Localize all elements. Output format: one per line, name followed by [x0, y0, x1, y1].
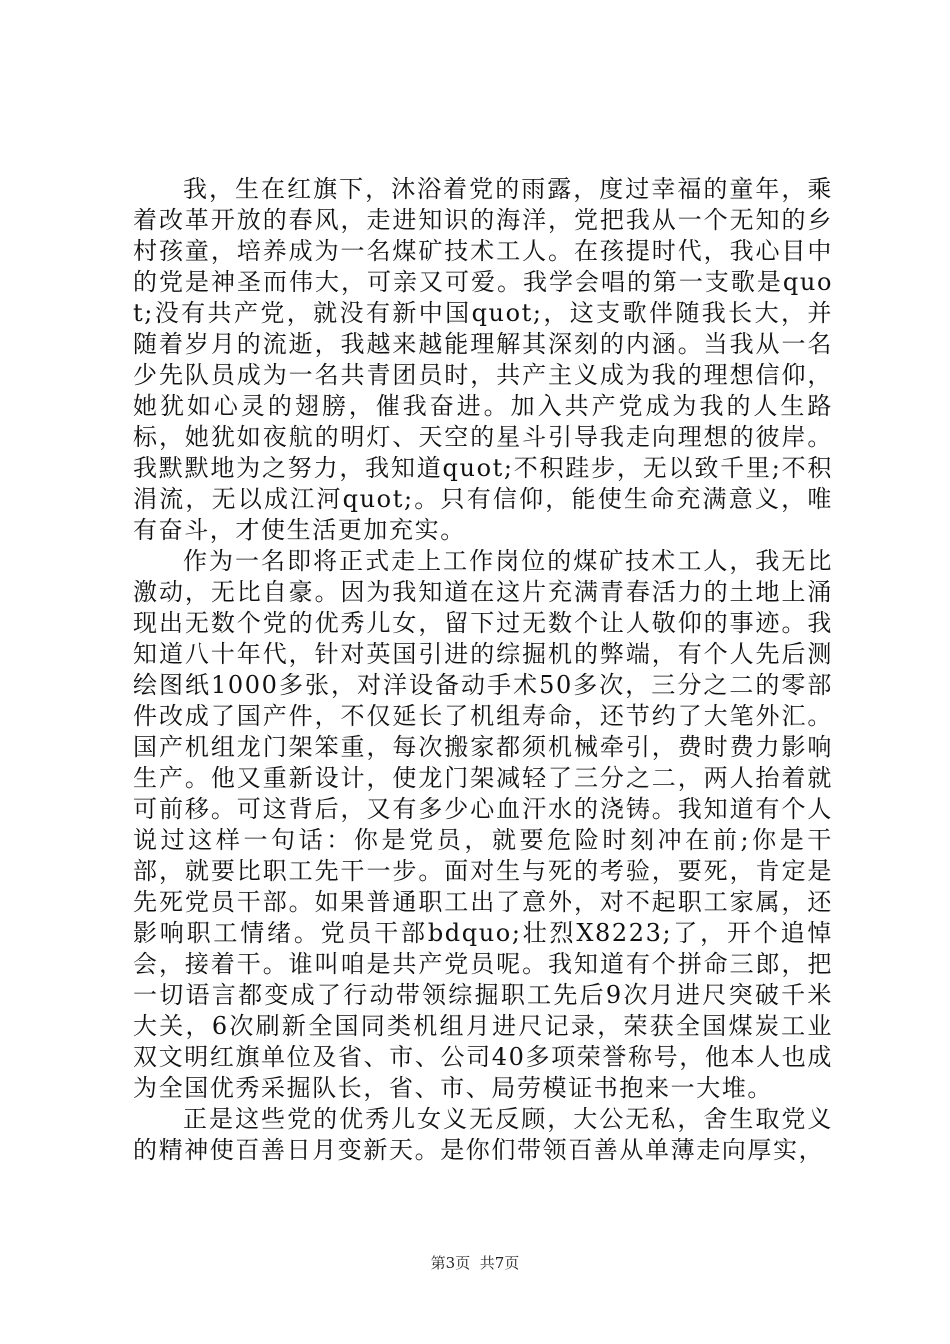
page-footer [0, 1253, 950, 1273]
footer-spacer [470, 1254, 480, 1272]
document-body [133, 174, 833, 1166]
paragraph-3: 正是这些党的优秀儿女义无反顾，大公无私，舍生取党义的精神使百善日月变新天。是你们带领百善从单薄走向厚实， [133, 1105, 833, 1164]
page-number: 第3页 [430, 1254, 471, 1272]
page-total: 共7页 [479, 1254, 520, 1272]
paragraph-2: 作为一名即将正式走上工作岗位的煤矿技术工人，我无比激动，无比自豪。因为我知道在这片充满青春活力的土地上涌现出无数个党的优秀儿女，留下过无数个让人敬仰的事迹。我知道八十年代，针对英国引进的综掘机的弊端，有个人先后测绘图纸1000多张，对洋设备动手术50多次，三分之二的零部件改成了国产件，不仅延长了机组寿命，还节约了大笔外汇。国产机组龙门架笨重，每次搬家都须机械牵引，费时费力影响生产。他又重新设计，使龙门架减轻了三分之二，两人抬着就可前移。可这背后，又有多少心血汗水的浇铸。我知道有个人说过这样一句话：你是党员，就要危险时刻冲在前;你是干部，就要比职工先干一步。面对生与死的考验，要死，肯定是先死党员干部。如果普通职工出了意外，对不起职工家属，还影响职工情绪。党员干部bdquo;壮烈X8223;了，开个追悼会，接着干。谁叫咱是共产党员呢。我知道有个拼命三郎，把一切语言都变成了行动带领综掘职工先后9次月进尺突破千米大关，6次刷新全国同类机组月进尺记录，荣获全国煤炭工业双文明红旗单位及省、市、公司40多项荣誉称号，他本人也成为全国优秀采掘队长，省、市、局劳模证书抱来一大堆。 [133, 547, 833, 1102]
paragraph-1: 我，生在红旗下，沐浴着党的雨露，度过幸福的童年，乘着改革开放的春风，走进知识的海洋，党把我从一个无知的乡村孩童，培养成为一名煤矿技术工人。在孩提时代，我心目中的党是神圣而伟大，可亲又可爱。我学会唱的第一支歌是quot;没有共产党，就没有新中国quot;，这支歌伴随我长大，并随着岁月的流逝，我越来越能理解其深刻的内涵。当我从一名少先队员成为一名共青团员时，共产主义成为我的理想信仰，她犹如心灵的翅膀，催我奋进。加入共产党成为我的人生路标，她犹如夜航的明灯、天空的星斗引导我走向理想的彼岸。我默默地为之努力，我知道quot;不积跬步，无以致千里;不积涓流，无以成江河quot;。只有信仰，能使生命充满意义，唯有奋斗，才使生活更加充实。 [133, 175, 833, 544]
